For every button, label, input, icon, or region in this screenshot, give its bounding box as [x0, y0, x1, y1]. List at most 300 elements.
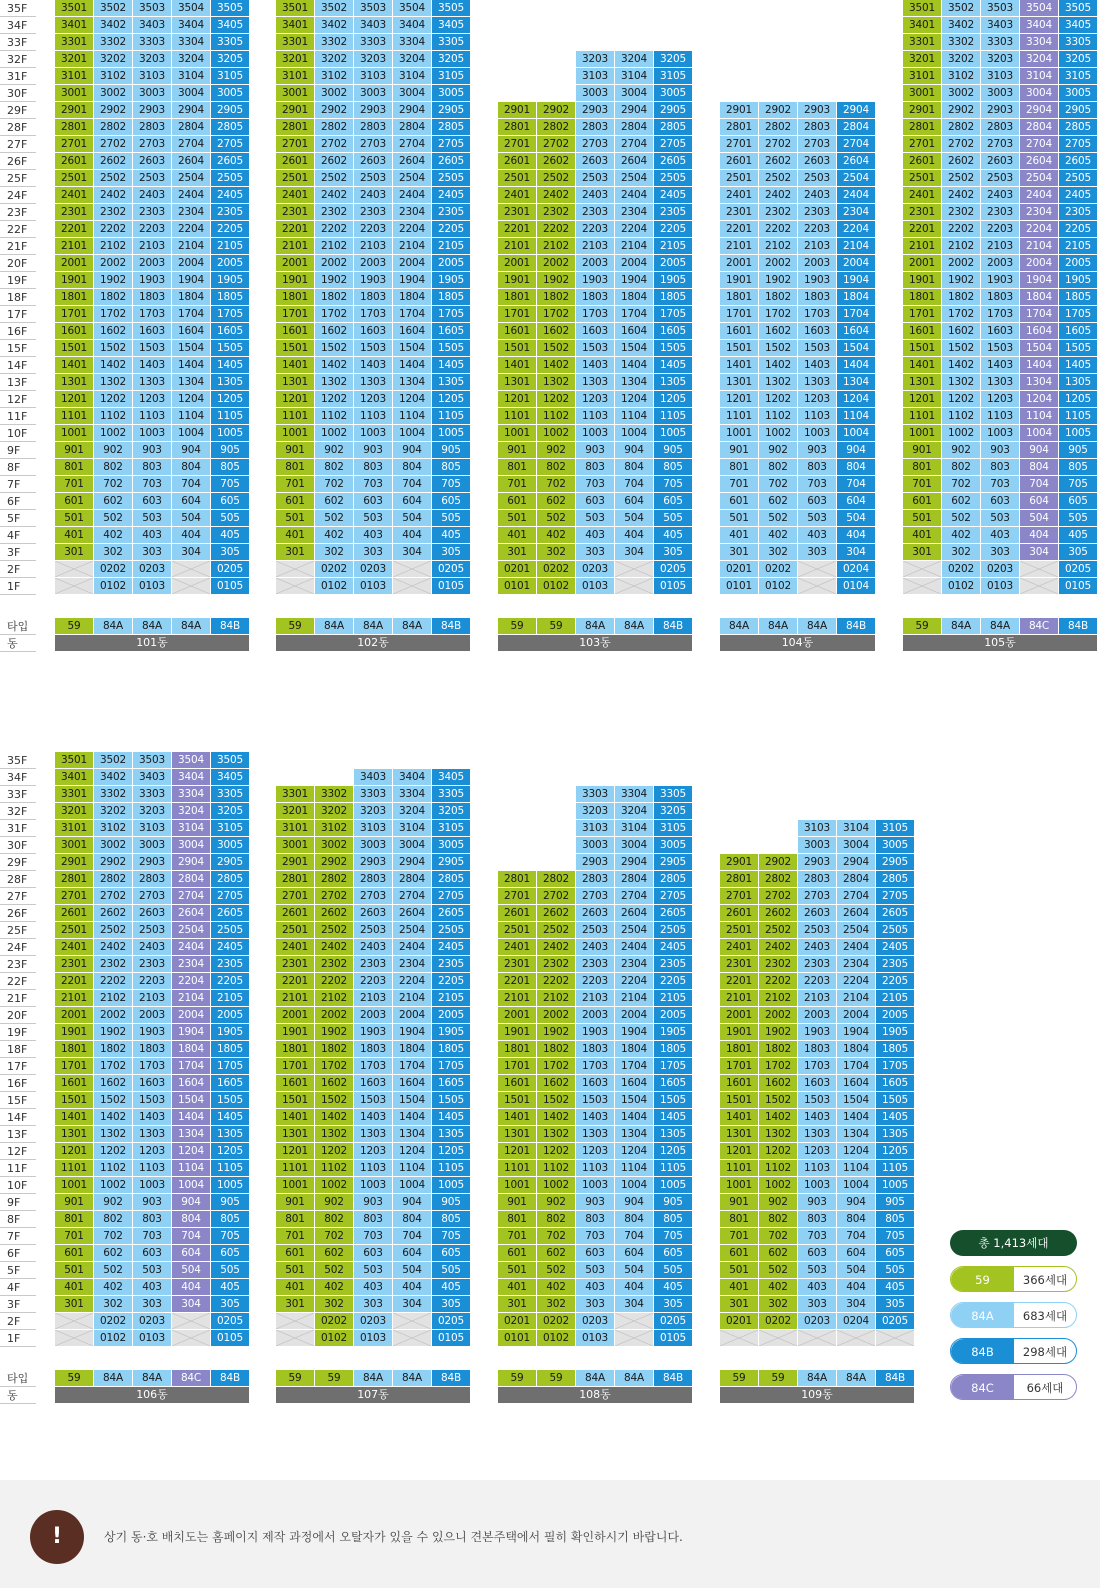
unit-cell: 1505	[876, 1092, 914, 1108]
unit-cell: 3501	[903, 0, 941, 16]
unit-cell: 2002	[94, 255, 132, 271]
unit-cell: 504	[837, 510, 875, 526]
unit-cell: 3101	[903, 68, 941, 84]
unit-cell: 1105	[211, 408, 249, 424]
unit-cell: 1201	[498, 1143, 536, 1159]
unit-cell: 1203	[354, 391, 392, 407]
legend-item-84b	[950, 1338, 1077, 1364]
dong-label: 109동	[720, 1387, 914, 1403]
unit-cell: 901	[276, 1194, 314, 1210]
unit-cell: 2204	[1020, 221, 1058, 237]
unit-cell: 2803	[798, 871, 836, 887]
unit-cell: 401	[276, 1279, 314, 1295]
unit-cell: 3101	[276, 68, 314, 84]
unit-cell: 504	[615, 510, 653, 526]
unit-cell: 2304	[172, 204, 210, 220]
unit-cell: 3104	[393, 68, 431, 84]
unit-cell: 1604	[615, 323, 653, 339]
unit-cell: 1801	[276, 1041, 314, 1057]
floor-label: 23F	[0, 204, 36, 221]
unit-cell: 2801	[720, 119, 758, 135]
unit-cell: 1303	[981, 374, 1019, 390]
unit-cell: 3402	[94, 769, 132, 785]
unit-cell: 1003	[798, 1177, 836, 1193]
unit-cell: 1005	[654, 425, 692, 441]
unit-cell: 1602	[537, 1075, 575, 1091]
floor-label: 8F	[0, 1211, 36, 1228]
unit-cell: 1002	[315, 1177, 353, 1193]
unit-cell: 2603	[354, 905, 392, 921]
unit-cell: 3001	[55, 85, 93, 101]
unit-cell: 1404	[837, 1109, 875, 1125]
unit-cell: 2805	[211, 119, 249, 135]
unit-cell: 3402	[94, 17, 132, 33]
unit-cell: 2102	[537, 990, 575, 1006]
unit-cell: 3302	[315, 34, 353, 50]
unit-cell: 1905	[654, 1024, 692, 1040]
unit-cell: 1805	[432, 1041, 470, 1057]
unit-cell: 404	[615, 527, 653, 543]
unit-cell: 702	[942, 476, 980, 492]
unit-cell: 1901	[276, 272, 314, 288]
unit-cell: 3104	[615, 820, 653, 836]
unit-cell: 2904	[615, 102, 653, 118]
unit-cell: 3101	[55, 68, 93, 84]
unit-cell: 1403	[354, 1109, 392, 1125]
unit-cell: 2302	[759, 204, 797, 220]
unit-cell: 1302	[759, 1126, 797, 1142]
unit-cell: 3104	[172, 68, 210, 84]
unit-cell: 2103	[133, 238, 171, 254]
unit-cell: 401	[276, 527, 314, 543]
unit-cell: 2501	[498, 922, 536, 938]
unit-cell: 1504	[615, 1092, 653, 1108]
unit-cell: 1201	[720, 391, 758, 407]
empty-unit-cell	[903, 578, 941, 594]
unit-cell: 1605	[211, 323, 249, 339]
unit-cell: 2303	[576, 956, 614, 972]
unit-cell: 3405	[432, 17, 470, 33]
unit-cell: 1303	[354, 374, 392, 390]
unit-cell: 1003	[981, 425, 1019, 441]
unit-cell: 1101	[276, 408, 314, 424]
unit-cell: 2101	[720, 238, 758, 254]
unit-cell: 801	[498, 1211, 536, 1227]
unit-cell: 901	[720, 1194, 758, 1210]
unit-cell: 2805	[1059, 119, 1097, 135]
unit-cell: 3102	[94, 820, 132, 836]
unit-cell: 1305	[654, 1126, 692, 1142]
legend-swatch-84b: 84B	[951, 1339, 1014, 1364]
unit-cell: 1302	[759, 374, 797, 390]
unit-cell: 3005	[654, 837, 692, 853]
unit-cell: 2704	[172, 136, 210, 152]
unit-cell: 604	[615, 1245, 653, 1261]
unit-cell: 501	[498, 510, 536, 526]
unit-cell: 1103	[133, 408, 171, 424]
unit-cell: 1203	[133, 1143, 171, 1159]
unit-cell: 1805	[654, 289, 692, 305]
unit-cell: 2703	[798, 888, 836, 904]
empty-unit-cell	[276, 561, 314, 577]
unit-cell: 902	[94, 1194, 132, 1210]
unit-cell: 2801	[55, 119, 93, 135]
unit-cell: 1903	[133, 272, 171, 288]
unit-cell: 1303	[798, 1126, 836, 1142]
empty-unit-cell	[615, 578, 653, 594]
unit-cell: 3302	[315, 786, 353, 802]
unit-cell: 1601	[276, 1075, 314, 1091]
unit-cell: 3103	[798, 820, 836, 836]
unit-cell: 1203	[798, 391, 836, 407]
unit-cell: 1805	[211, 1041, 249, 1057]
unit-cell: 2405	[432, 187, 470, 203]
unit-cell: 2605	[654, 153, 692, 169]
unit-cell: 503	[576, 510, 614, 526]
unit-cell: 405	[211, 527, 249, 543]
unit-cell: 1401	[720, 1109, 758, 1125]
unit-cell: 3005	[1059, 85, 1097, 101]
unit-cell: 1804	[172, 289, 210, 305]
unit-cell: 1904	[837, 1024, 875, 1040]
unit-cell: 1904	[615, 1024, 653, 1040]
unit-cell: 2603	[798, 905, 836, 921]
type-cell: 84A	[615, 1370, 653, 1386]
unit-cell: 2201	[498, 221, 536, 237]
type-cell: 59	[276, 618, 314, 634]
unit-cell: 1601	[903, 323, 941, 339]
unit-cell: 502	[759, 510, 797, 526]
unit-cell: 2101	[55, 990, 93, 1006]
unit-cell: 301	[276, 544, 314, 560]
unit-cell: 2301	[276, 956, 314, 972]
unit-cell: 302	[759, 1296, 797, 1312]
unit-cell: 2701	[498, 136, 536, 152]
unit-cell: 1104	[615, 1160, 653, 1176]
unit-cell: 905	[211, 442, 249, 458]
unit-cell: 1503	[798, 1092, 836, 1108]
unit-cell: 2001	[498, 1007, 536, 1023]
type-cell: 84B	[432, 618, 470, 634]
unit-cell: 801	[276, 459, 314, 475]
unit-cell: 705	[211, 1228, 249, 1244]
unit-cell: 1404	[172, 1109, 210, 1125]
unit-cell: 3001	[903, 85, 941, 101]
unit-cell: 2005	[876, 1007, 914, 1023]
unit-cell: 1604	[1020, 323, 1058, 339]
unit-cell: 804	[615, 1211, 653, 1227]
unit-cell: 2003	[133, 255, 171, 271]
unit-cell: 1102	[94, 408, 132, 424]
unit-cell: 2903	[133, 102, 171, 118]
floor-label: 5F	[0, 510, 36, 527]
unit-cell: 702	[94, 1228, 132, 1244]
type-cell: 84A	[720, 618, 758, 634]
unit-cell: 703	[798, 1228, 836, 1244]
unit-cell: 0102	[315, 1330, 353, 1346]
unit-cell: 2705	[1059, 136, 1097, 152]
unit-cell: 1501	[55, 1092, 93, 1108]
unit-cell: 2204	[837, 221, 875, 237]
unit-cell: 2802	[759, 119, 797, 135]
unit-cell: 1205	[876, 1143, 914, 1159]
unit-cell: 1503	[133, 340, 171, 356]
unit-cell: 3203	[133, 51, 171, 67]
unit-cell: 2601	[276, 905, 314, 921]
unit-cell: 2004	[837, 255, 875, 271]
floor-label: 34F	[0, 17, 36, 34]
floor-label: 8F	[0, 459, 36, 476]
unit-cell: 2904	[172, 102, 210, 118]
unit-cell: 0205	[211, 1313, 249, 1329]
unit-cell: 1104	[172, 408, 210, 424]
notice-bar	[0, 1480, 1100, 1588]
unit-cell: 3101	[55, 820, 93, 836]
unit-cell: 2203	[798, 973, 836, 989]
unit-cell: 1503	[576, 1092, 614, 1108]
unit-cell: 801	[498, 459, 536, 475]
unit-cell: 1103	[798, 408, 836, 424]
unit-cell: 2504	[837, 170, 875, 186]
unit-cell: 704	[393, 1228, 431, 1244]
unit-cell: 2403	[798, 939, 836, 955]
unit-cell: 1701	[276, 306, 314, 322]
unit-cell: 2403	[981, 187, 1019, 203]
unit-cell: 3301	[276, 786, 314, 802]
unit-cell: 3201	[903, 51, 941, 67]
unit-cell: 3105	[432, 68, 470, 84]
unit-cell: 1302	[94, 1126, 132, 1142]
unit-cell: 903	[576, 1194, 614, 1210]
unit-cell: 1603	[798, 1075, 836, 1091]
unit-cell: 3004	[393, 837, 431, 853]
unit-cell: 1005	[654, 1177, 692, 1193]
unit-cell: 2404	[393, 187, 431, 203]
unit-cell: 702	[315, 476, 353, 492]
unit-cell: 2003	[133, 1007, 171, 1023]
empty-unit-cell	[615, 1330, 653, 1346]
unit-cell: 1403	[354, 357, 392, 373]
unit-cell: 2205	[654, 221, 692, 237]
unit-cell: 2205	[432, 221, 470, 237]
type-cell: 84A	[393, 1370, 431, 1386]
unit-cell: 1901	[720, 272, 758, 288]
unit-cell: 1304	[837, 1126, 875, 1142]
unit-cell: 1505	[432, 340, 470, 356]
type-cell: 84A	[172, 618, 210, 634]
unit-cell: 503	[798, 1262, 836, 1278]
floor-label: 1F	[0, 1330, 36, 1347]
unit-cell: 2403	[798, 187, 836, 203]
floor-label: 31F	[0, 68, 36, 85]
floor-label: 28F	[0, 871, 36, 888]
unit-cell: 3301	[276, 34, 314, 50]
unit-cell: 0102	[537, 1330, 575, 1346]
unit-cell: 301	[720, 544, 758, 560]
unit-cell: 2903	[576, 854, 614, 870]
unit-cell: 1701	[498, 306, 536, 322]
unit-cell: 705	[876, 1228, 914, 1244]
unit-cell: 1403	[981, 357, 1019, 373]
unit-cell: 2203	[354, 221, 392, 237]
floor-label: 24F	[0, 939, 36, 956]
unit-cell: 3204	[615, 51, 653, 67]
unit-cell: 604	[615, 493, 653, 509]
unit-cell: 1205	[654, 391, 692, 407]
unit-cell: 1804	[393, 289, 431, 305]
unit-cell: 3401	[55, 769, 93, 785]
unit-cell: 3005	[876, 837, 914, 853]
unit-cell: 2601	[720, 153, 758, 169]
unit-cell: 905	[654, 442, 692, 458]
unit-cell: 2105	[432, 238, 470, 254]
unit-cell: 2903	[354, 854, 392, 870]
type-cell: 84A	[615, 618, 653, 634]
unit-cell: 2902	[94, 102, 132, 118]
unit-cell: 305	[211, 1296, 249, 1312]
unit-cell: 1905	[876, 1024, 914, 1040]
unit-cell: 1304	[172, 1126, 210, 1142]
unit-cell: 3104	[393, 820, 431, 836]
unit-cell: 803	[981, 459, 1019, 475]
unit-cell: 1901	[720, 1024, 758, 1040]
empty-unit-cell	[393, 578, 431, 594]
unit-cell: 803	[354, 1211, 392, 1227]
unit-cell: 503	[133, 1262, 171, 1278]
unit-cell: 2201	[276, 973, 314, 989]
unit-cell: 3103	[354, 820, 392, 836]
unit-cell: 2901	[903, 102, 941, 118]
unit-cell: 2804	[1020, 119, 1058, 135]
unit-cell: 901	[720, 442, 758, 458]
unit-cell: 1504	[1020, 340, 1058, 356]
unit-cell: 1502	[94, 1092, 132, 1108]
unit-cell: 904	[1020, 442, 1058, 458]
unit-cell: 3403	[133, 769, 171, 785]
unit-cell: 602	[537, 493, 575, 509]
unit-cell: 1203	[576, 1143, 614, 1159]
unit-cell: 501	[498, 1262, 536, 1278]
unit-cell: 3204	[393, 51, 431, 67]
unit-cell: 1205	[1059, 391, 1097, 407]
unit-cell: 2005	[432, 1007, 470, 1023]
unit-cell: 1903	[354, 1024, 392, 1040]
unit-cell: 2903	[576, 102, 614, 118]
unit-cell: 2104	[615, 238, 653, 254]
unit-cell: 3305	[1059, 34, 1097, 50]
unit-cell: 1201	[276, 391, 314, 407]
unit-cell: 2902	[315, 102, 353, 118]
unit-cell: 0203	[576, 561, 614, 577]
unit-cell: 903	[354, 442, 392, 458]
unit-cell: 401	[720, 1279, 758, 1295]
unit-cell: 404	[393, 1279, 431, 1295]
unit-cell: 2901	[55, 102, 93, 118]
floor-label: 14F	[0, 1109, 36, 1126]
unit-cell: 605	[211, 1245, 249, 1261]
unit-cell: 0101	[498, 578, 536, 594]
unit-cell: 2103	[798, 238, 836, 254]
unit-cell: 1903	[798, 272, 836, 288]
unit-cell: 1301	[55, 374, 93, 390]
unit-cell: 2503	[354, 170, 392, 186]
unit-cell: 301	[720, 1296, 758, 1312]
unit-cell: 805	[432, 1211, 470, 1227]
unit-cell: 701	[276, 1228, 314, 1244]
unit-cell: 2503	[133, 170, 171, 186]
unit-cell: 1102	[942, 408, 980, 424]
unit-cell: 1404	[615, 1109, 653, 1125]
unit-cell: 2702	[315, 888, 353, 904]
unit-cell: 1901	[498, 1024, 536, 1040]
unit-cell: 3504	[172, 752, 210, 768]
unit-cell: 3403	[354, 17, 392, 33]
unit-cell: 902	[315, 442, 353, 458]
unit-cell: 0202	[759, 1313, 797, 1329]
unit-cell: 1505	[1059, 340, 1097, 356]
unit-cell: 3405	[1059, 17, 1097, 33]
unit-cell: 1902	[315, 272, 353, 288]
type-cell: 84B	[1059, 618, 1097, 634]
unit-cell: 503	[798, 510, 836, 526]
unit-cell: 705	[1059, 476, 1097, 492]
legend-total-badge: 총 1,413세대	[950, 1230, 1077, 1256]
unit-cell: 3305	[432, 786, 470, 802]
unit-cell: 1303	[576, 374, 614, 390]
unit-cell: 1701	[276, 1058, 314, 1074]
unit-cell: 3104	[837, 820, 875, 836]
unit-cell: 2104	[172, 238, 210, 254]
floor-label: 20F	[0, 255, 36, 272]
unit-cell: 1304	[615, 1126, 653, 1142]
unit-cell: 801	[720, 459, 758, 475]
unit-cell: 1801	[720, 1041, 758, 1057]
unit-cell: 1402	[94, 357, 132, 373]
unit-cell: 402	[315, 1279, 353, 1295]
legend-count-59: 366세대	[1022, 1273, 1068, 1287]
unit-cell: 401	[55, 1279, 93, 1295]
unit-cell: 1705	[1059, 306, 1097, 322]
unit-cell: 2805	[432, 871, 470, 887]
unit-cell: 1205	[432, 391, 470, 407]
unit-cell: 501	[720, 1262, 758, 1278]
type-cell: 84A	[94, 618, 132, 634]
unit-cell: 403	[354, 1279, 392, 1295]
unit-cell: 2502	[759, 922, 797, 938]
unit-cell: 1305	[432, 1126, 470, 1142]
unit-cell: 1901	[903, 272, 941, 288]
unit-cell: 1403	[576, 1109, 614, 1125]
unit-cell: 905	[211, 1194, 249, 1210]
type-cell: 59	[498, 1370, 536, 1386]
unit-cell: 403	[798, 1279, 836, 1295]
unit-cell: 2605	[432, 905, 470, 921]
unit-cell: 1901	[55, 272, 93, 288]
unit-cell: 2802	[759, 871, 797, 887]
unit-cell: 0205	[876, 1313, 914, 1329]
floor-label: 19F	[0, 1024, 36, 1041]
unit-cell: 2801	[498, 119, 536, 135]
unit-cell: 2002	[94, 1007, 132, 1023]
unit-cell: 2004	[393, 1007, 431, 1023]
unit-cell: 1903	[576, 272, 614, 288]
unit-cell: 2604	[393, 153, 431, 169]
unit-cell: 601	[498, 493, 536, 509]
unit-cell: 905	[432, 1194, 470, 1210]
alert-icon: !	[30, 1510, 84, 1564]
unit-cell: 2004	[393, 255, 431, 271]
unit-cell: 603	[133, 1245, 171, 1261]
